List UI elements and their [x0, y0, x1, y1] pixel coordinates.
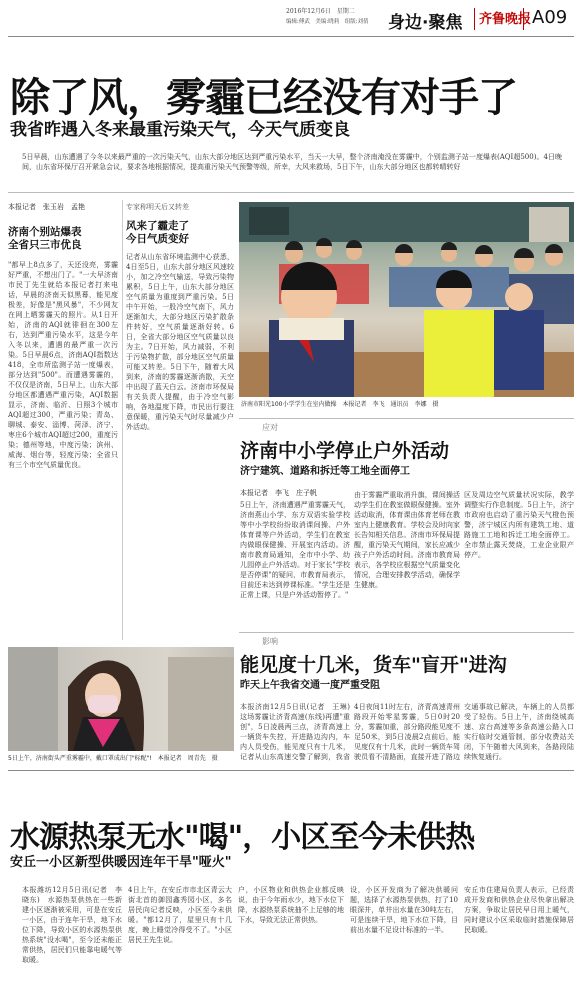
bottom-col4: 设，小区开发商为了解决供暖问题，选择了水源热泵供热，打了10眼深井，单井出水量在30吨左右，可是连续干旱，地下水位下降，目前出水量不足设计标准的一半。 — [350, 886, 458, 934]
editor-credits: 编辑:傅武 美编:晓莉 组版:刘倩 — [286, 19, 369, 25]
schools-headline: 济南中小学停止户外活动 — [240, 440, 450, 462]
bottom-divider — [8, 770, 574, 771]
bottom-col1: 本报潍坊12月5日讯(记者 李晓东) 水源热泵供热在一些新建小区逐渐被采用，可是在安丘一小区，由于连年干旱，地下水位下降，导致小区的水源热泵供热系统"没水喝"，至今还未能正常供热，居民们只能靠电暖气等取暖。 — [22, 886, 122, 964]
page-number: A09 — [532, 7, 568, 28]
col1-text: "都早上8点多了，天还没亮，雾霾好严重，不想出门了。"一大早济南市民丁先生就给本报记者打来电话，早晨的济南天似黑幕，能见度极差，好像是"黑风暴"，不少网友在网上晒雾霾天的照片。从1日开始，济南的AQI就徘徊在300左右，达到严重污染水平，这是今年入冬以来，遭遇的最严重一次污染。5日早晨6点，济南AQI指数达418，全市所监测子站一度爆表，部分达到"500"。而遭遇雾霾的，不仅仅是济南，5日早上，山东大部分地区都遭遇严重污染，AQI数据显示，济南、临沂、日照3个城市AQI超过300，严重污染；青岛、聊城、泰安、淄博、菏泽、济宁、枣庄6个城市AQI超过200，重度污染；德州等地，中度污染；滨州、威海、烟台等，轻度污染；全省只有三个市空气质量优良。 — [8, 261, 118, 469]
mask-illustration — [8, 647, 234, 751]
bottom-col2: 4日上午，在安丘市市北区青云大街北首的御园鑫秀园小区，多名居民向记者反映，小区至今未供暖。"都12月了，屋里只有十几度，晚上睡觉冷得受不了。"小区居民王先生说。 — [128, 886, 232, 944]
mask-photo-caption: 5日上午，济南街头严重雾霾中，戴口罩成出门"标配"! 本报记者 周青先 摄 — [8, 755, 218, 762]
schools-subhead: 济宁建筑、道路和拆迁等工地全面停工 — [240, 466, 410, 477]
students-photo-caption: 济南市阳光100小学学生在室内做操 本报记者 李飞 通讯员 李娜 摄 — [241, 401, 439, 408]
schools-col2: 由于雾霾严重取消升旗，课间操活动学生们在教室做眼保健操。室外活动取消，体育课由体育老师在教室内上健康教育。学校会及时向家长告知相关信息。济南市环保局提醒，重污染天气期间，家长应减少孩子户外活动时间。济南市教育局表示，各学校应根据空气质量变化情况，合理安排教学活动，确保学生健康。 — [354, 491, 460, 589]
schools-col3: 区及周边空气质量状况实际，教学调整实行作息制度。5日上午，济宁市政府也启动了重污染天气橙色预警，济宁城区内所有建筑工地、道路施工工地和拆迁工地全面停工。全市禁止露天焚烧，工业企业限产停产。 — [464, 491, 574, 559]
brand-logo — [474, 8, 532, 30]
brand-name: 齐鲁晚报 — [479, 12, 532, 27]
section-title: 身边·聚焦 — [388, 13, 463, 33]
traffic-col1: 本报济南12月5日讯(记者 王琳) 这场雾霾让济青高速(东线)再遭"重创"，5日凌晨两三点，济青高速上一辆货车失控，开进路边沟内，车内人员受伤，能见度只有十几米，记者从山东高速交警了解到，我省 — [240, 703, 350, 761]
students-illustration — [239, 202, 574, 397]
header-divider — [8, 36, 574, 37]
col2-kicker: 专家称明天后又转差 — [126, 203, 189, 211]
schools-col1: 5日上午，济南遭遇严重雾霾天气，济南燕山小学、东方双语实验学校等中小学校纷纷取消课间操、户外体育课等户外活动，学生们在教室内做眼保健操、开展室内活动。济南市教育局通知，全市中小学、幼儿园停止户外活动。对于家长"学校是否停课"的疑问，市教育局表示，目前还未达到停课标准。"学生还是正常上课，只是户外活动暂停了。" — [240, 501, 350, 599]
col1-byline: 本报记者 张玉岩 孟艳 — [8, 203, 85, 211]
traffic-tag: 影响 — [262, 637, 278, 646]
lead-intro: 5日早晨，山东遭遇了今冬以来最严重的一次污染天气，山东大部分地区达到严重污染水平，当天一大早，整个济南淹没在雾霾中，个别监测子站一度爆表(AQI超500)。4日晚间，山东省环保厅召开紧急会议，要求各地根据情况，提高重污染天气预警等级，所幸，大风来救场，5日下午，山东大部分地区也都转晴转好 — [22, 153, 562, 171]
col2-text: 记者从山东省环境监测中心获悉，4日至5日，山东大部分地区风速较小，加之冷空气输送，导致污染物累积，5日上午，山东大部分地区空气质量为重度到严重污染。5日中午开始，一股冷空气南下，风力逐渐加大，大部分地区污染扩散条件转好，空气质量逐渐好转。6日，全省大部分地区空气质量以良为主。7日开始，风力减弱，不利于污染物扩散，部分地区空气质量可能又转差。5日下午，随着大风到来，济南的雾霾逐渐消散，天空中出现了蓝天白云。济南市环保局有关负责人提醒，由于冷空气影响，各地温度下降，市民出行要注意保暖，重污染天气时尽量减少户外活动。 — [126, 253, 234, 431]
schools-top-rule — [239, 418, 574, 419]
lead-subhead: 我省昨遇入冬来最重污染天气，今天气质变良 — [10, 120, 350, 140]
col1-title: 济南个别站爆表 全省只三市优良 — [8, 226, 82, 251]
traffic-top-rule — [239, 632, 574, 633]
issue-date: 2016年12月6日 星期二 — [286, 8, 355, 15]
schools-tag: 应对 — [262, 423, 278, 432]
mask-photo — [8, 647, 234, 751]
col2-title: 风来了霾走了 今日气质变好 — [126, 220, 189, 245]
lead-divider — [8, 192, 574, 193]
schools-byline: 本报记者 李飞 庄子帆 — [240, 489, 317, 497]
bottom-col5: 安丘市住建局负责人表示，已经责成开发商和供热企业尽快拿出解决方案，争取让居民早日用上暖气，同时建议小区采取临时措施保障居民取暖。 — [464, 886, 574, 934]
bottom-col3: 户，小区物业和供热企业都反映说，由于今年雨水少，地下水位下降，水源热泵系统抽不上足够的地下水，导致无法正常供热。 — [238, 886, 344, 924]
lead-headline: 除了风，雾霾已经没有对手了 — [10, 75, 517, 121]
traffic-subhead: 昨天上午我省交通一度严重受阻 — [240, 680, 380, 691]
traffic-col2: 4日夜间11时左右，济青高速青州路段开始零星雾霾，5日0时20分，雾霾加重，部分路段能见度不足50米，到5日凌晨2点前后，能见度仅有十几米，此时一辆货车驾驶员看不清路面，直接开进了路边 — [354, 703, 460, 761]
bottom-subhead: 安丘一小区新型供暖因连年干旱"哑火" — [10, 855, 232, 870]
bottom-headline: 水源热泵无水"喝"，小区至今未供热 — [10, 820, 475, 855]
col1-divider — [122, 200, 123, 640]
traffic-headline: 能见度十几米，货车"盲开"进沟 — [240, 654, 507, 676]
traffic-col3: 交通事故已解决，车辆上的人员都受了轻伤。5日上午，济南绕城高速、京台高速等多条高速公路入口实行临时交通管制，部分收费站关闭，下午随着大风到来，各路段陆续恢复通行。 — [464, 703, 574, 761]
students-photo — [239, 202, 574, 397]
